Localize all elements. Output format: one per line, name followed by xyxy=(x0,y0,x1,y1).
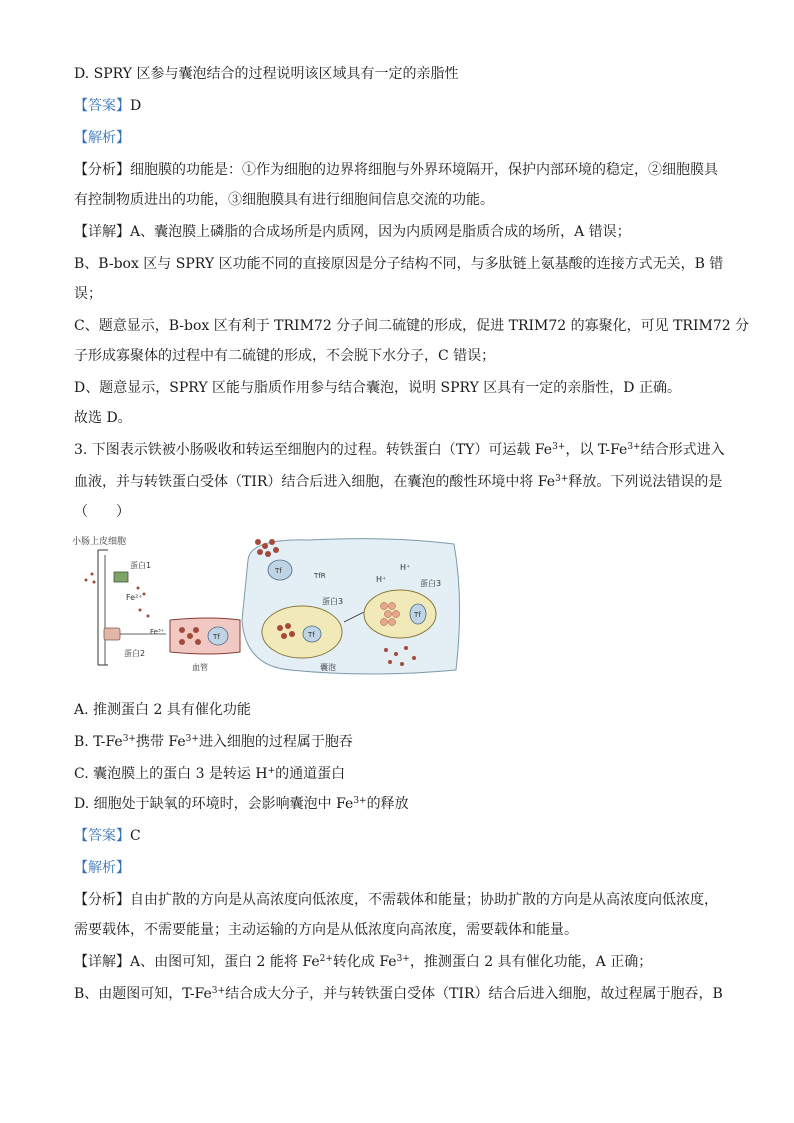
question-3-stem: 3. 下图表示铁被小肠吸收和转运至细胞内的过程。转铁蛋白（TY）可运载 $Fe^{3+}$，以 $T-Fe^{3+}$结合形式进入 xyxy=(74,442,725,458)
question-3-stem: （ ） xyxy=(74,504,130,520)
option-c[interactable]: C. 囊泡膜上的蛋白 3 是转运 H+的通道蛋白 xyxy=(74,766,346,782)
svg-text:Fe²⁺: Fe²⁺ xyxy=(126,593,143,602)
detail-line: C、题意显示，B-box 区有利于 TRIM72 分子间二硫键的形成，促进 TRIM72 的寡聚化，可见 TRIM72 分 xyxy=(74,318,750,334)
option-b[interactable]: B. $T-Fe^{3+}$携带 $Fe^{3+}$进入细胞的过程属于胞吞 xyxy=(74,734,353,750)
analysis-line: 有控制物质进出的功能，③细胞膜具有进行细胞间信息交流的功能。 xyxy=(74,192,494,208)
detail-line: 子形成寡聚体的过程中有二硫键的形成，不会脱下水分子，C 错误； xyxy=(74,348,496,364)
answer-line: 【答案】D xyxy=(74,98,142,114)
detail-line: 【详解】A、囊泡膜上磷脂的合成场所是内质网，因为内质网是脂质合成的场所，A 错误； xyxy=(74,224,631,240)
analysis-heading: 【解析】 xyxy=(74,860,130,876)
option-a[interactable]: A. 推测蛋白 2 具有催化功能 xyxy=(74,702,251,718)
analysis-line: 需要载体，不需要能量；主动运输的方向是从低浓度向高浓度，需要载体和能量。 xyxy=(74,922,578,938)
detail-line: B、B-box 区与 SPRY 区功能不同的直接原因是分子结构不同，与多肽链上氨基酸的连接方式无关，B 错 xyxy=(74,256,724,272)
svg-text:蛋白3: 蛋白3 xyxy=(322,597,344,606)
svg-text:Fe³⁺: Fe³⁺ xyxy=(150,628,165,636)
question-3-stem: 血液，并与转铁蛋白受体（TIR）结合后进入细胞，在囊泡的酸性环境中将 $Fe^{3+}$释放。下列说法错误的是 xyxy=(74,474,723,490)
protein2-shape xyxy=(104,628,120,640)
blood-vessel xyxy=(170,618,240,654)
svg-text:血管: 血管 xyxy=(192,663,208,672)
detail-line: 【详解】A、由图可知，蛋白 2 能将 $Fe^{2+}$转化成 $Fe^{3+}$，推测蛋白 2 具有催化功能，A 正确； xyxy=(74,954,653,970)
svg-text:TfR: TfR xyxy=(314,572,326,580)
analysis-heading: 【解析】 xyxy=(74,130,130,146)
analysis-line: 【分析】细胞膜的功能是：①作为细胞的边界将细胞与外界环境隔开，保护内部环境的稳定，②细胞膜具 xyxy=(74,162,718,178)
answer-line: 【答案】C xyxy=(74,828,141,844)
detail-line: D、题意显示，SPRY 区能与脂质作用参与结合囊泡，说明 SPRY 区具有一定的亲脂性，D 正确。 xyxy=(74,380,681,396)
svg-text:H⁺: H⁺ xyxy=(376,575,387,584)
svg-text:Tf: Tf xyxy=(275,567,282,575)
svg-text:Tf: Tf xyxy=(213,633,220,641)
detail-line: B、由题图可知，$T-Fe^{3+}$结合成大分子，并与转铁蛋白受体（TIR）结合后进入细胞，故过程属于胞吞，B xyxy=(74,986,723,1002)
cell-label: 小肠上皮细胞 xyxy=(72,537,127,547)
conclusion-line: 故选 D。 xyxy=(74,410,132,426)
svg-text:蛋白2: 蛋白2 xyxy=(124,649,146,658)
svg-text:蛋白3: 蛋白3 xyxy=(420,579,442,588)
svg-text:Tf: Tf xyxy=(308,631,315,639)
option-d[interactable]: D. 细胞处于缺氧的环境时，会影响囊泡中 $Fe^{3+}$的释放 xyxy=(74,796,409,812)
vesicle-1 xyxy=(262,606,342,658)
svg-text:Tf: Tf xyxy=(414,611,421,619)
detail-line: 误； xyxy=(74,286,102,302)
iron-transport-figure xyxy=(70,530,470,680)
svg-text:蛋白1: 蛋白1 xyxy=(130,561,152,570)
analysis-line: 【分析】自由扩散的方向是从高浓度向低浓度，不需载体和能量；协助扩散的方向是从高浓度向低浓度， xyxy=(74,892,718,908)
protein1-shape xyxy=(114,572,128,582)
svg-text:囊泡: 囊泡 xyxy=(320,663,336,672)
svg-text:H⁺: H⁺ xyxy=(400,563,411,572)
option-d-prev: D. SPRY 区参与囊泡结合的过程说明该区域具有一定的亲脂性 xyxy=(74,66,459,82)
